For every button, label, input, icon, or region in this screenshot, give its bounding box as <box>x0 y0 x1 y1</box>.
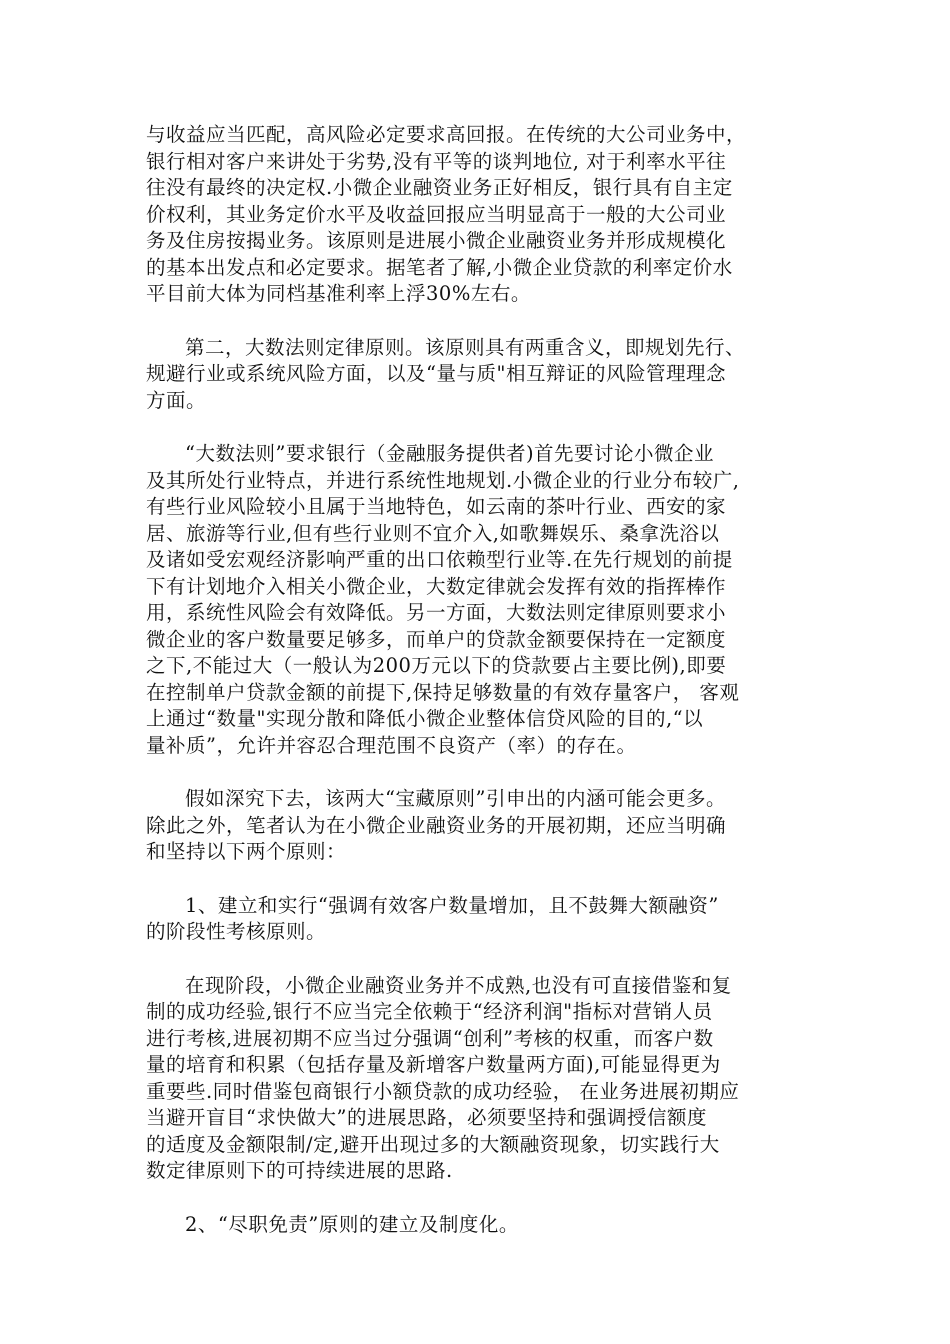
paragraph-principle-one-detail: 在现阶段，小微企业融资业务并不成熟,也没有可直接借鉴和复 制的成功经验,银行不应当完全依赖于“经济利润"指标对营销人员 进行考核,进展初期不应当过分强调“创利”考核的权重，而客户数 量的培育和积累（包括存量及新增客户数量两方面),可能显得更为 重要些.同时借鉴包商银行小额贷款的成功经验， 在业务进展初期应 当避开盲目“求快做大”的进展思路，必须要坚持和强调授信额度 的适度及金额限制/定,避开出现过多的大额融资现象，切实践行大 数定律原则下的可持续进展的思路. <box>146 973 740 1182</box>
paragraph-further-principles: 假如深究下去，该两大“宝藏原则”引申出的内涵可能会更多。 除此之外，笔者认为在小微企业融资业务的开展初期，还应当明确 和坚持以下两个原则： <box>146 787 727 863</box>
paragraph-principle-two: 2、“尽职免责”原则的建立及制度化。 <box>185 1212 519 1236</box>
paragraph-continued: 与收益应当匹配，高风险必定要求高回报。在传统的大公司业务中， 银行相对客户来讲处于劣势,没有平等的谈判地位, 对于利率水平往 往没有最终的决定权.小微企业融资业务正好相反，银行具有自主定 价权利，其业务定价水平及收益回报应当明显高于一般的大公司业 务及住房按揭业务。该原则是进展小微企业融资业务并形成规模化 的基本出发点和必定要求。据笔者了解,小微企业贷款的利率定价水 平目前大体为同档基准利率上浮30%左右。 <box>146 123 747 305</box>
paragraph-principle-one: 1、建立和实行“强调有效客户数量增加，且不鼓舞大额融资” 的阶段性考核原则。 <box>146 893 719 943</box>
paragraph-large-numbers-detail: “大数法则”要求银行（金融服务提供者)首先要讨论小微企业 及其所处行业特点，并进行系统性地规划.小微企业的行业分布较广, 有些行业风险较小且属于当地特色，如云南的茶叶行业、西安的家 居、旅游等行业,但有些行业则不宜介入,如歌舞娱乐、桑拿洗浴以 及诸如受宏观经济影响严重的出口依赖型行业等.在先行规划的前提 下有计划地介入相关小微企业，大数定律就会发挥有效的指挥棒作 用，系统性风险会有效降低。另一方面，大数法则定律原则要求小 微企业的客户数量要足够多，而单户的贷款金额要保持在一定额度 之下,不能过大（一般认为200万元以下的贷款要占主要比例),即要 在控制单户贷款金额的前提下,保持足够数量的有效存量客户， 客观 上通过“数量"实现分散和降低小微企业整体信贷风险的目的,“以 量补质”，允许并容忍合理范围不良资产（率）的存在。 <box>146 442 740 757</box>
paragraph-law-of-large-numbers: 第二，大数法则定律原则。该原则具有两重含义，即规划先行、 规避行业或系统风险方面，以及“量与质"相互辩证的风险管理理念 方面。 <box>146 335 746 412</box>
document-body <box>146 122 806 1265</box>
